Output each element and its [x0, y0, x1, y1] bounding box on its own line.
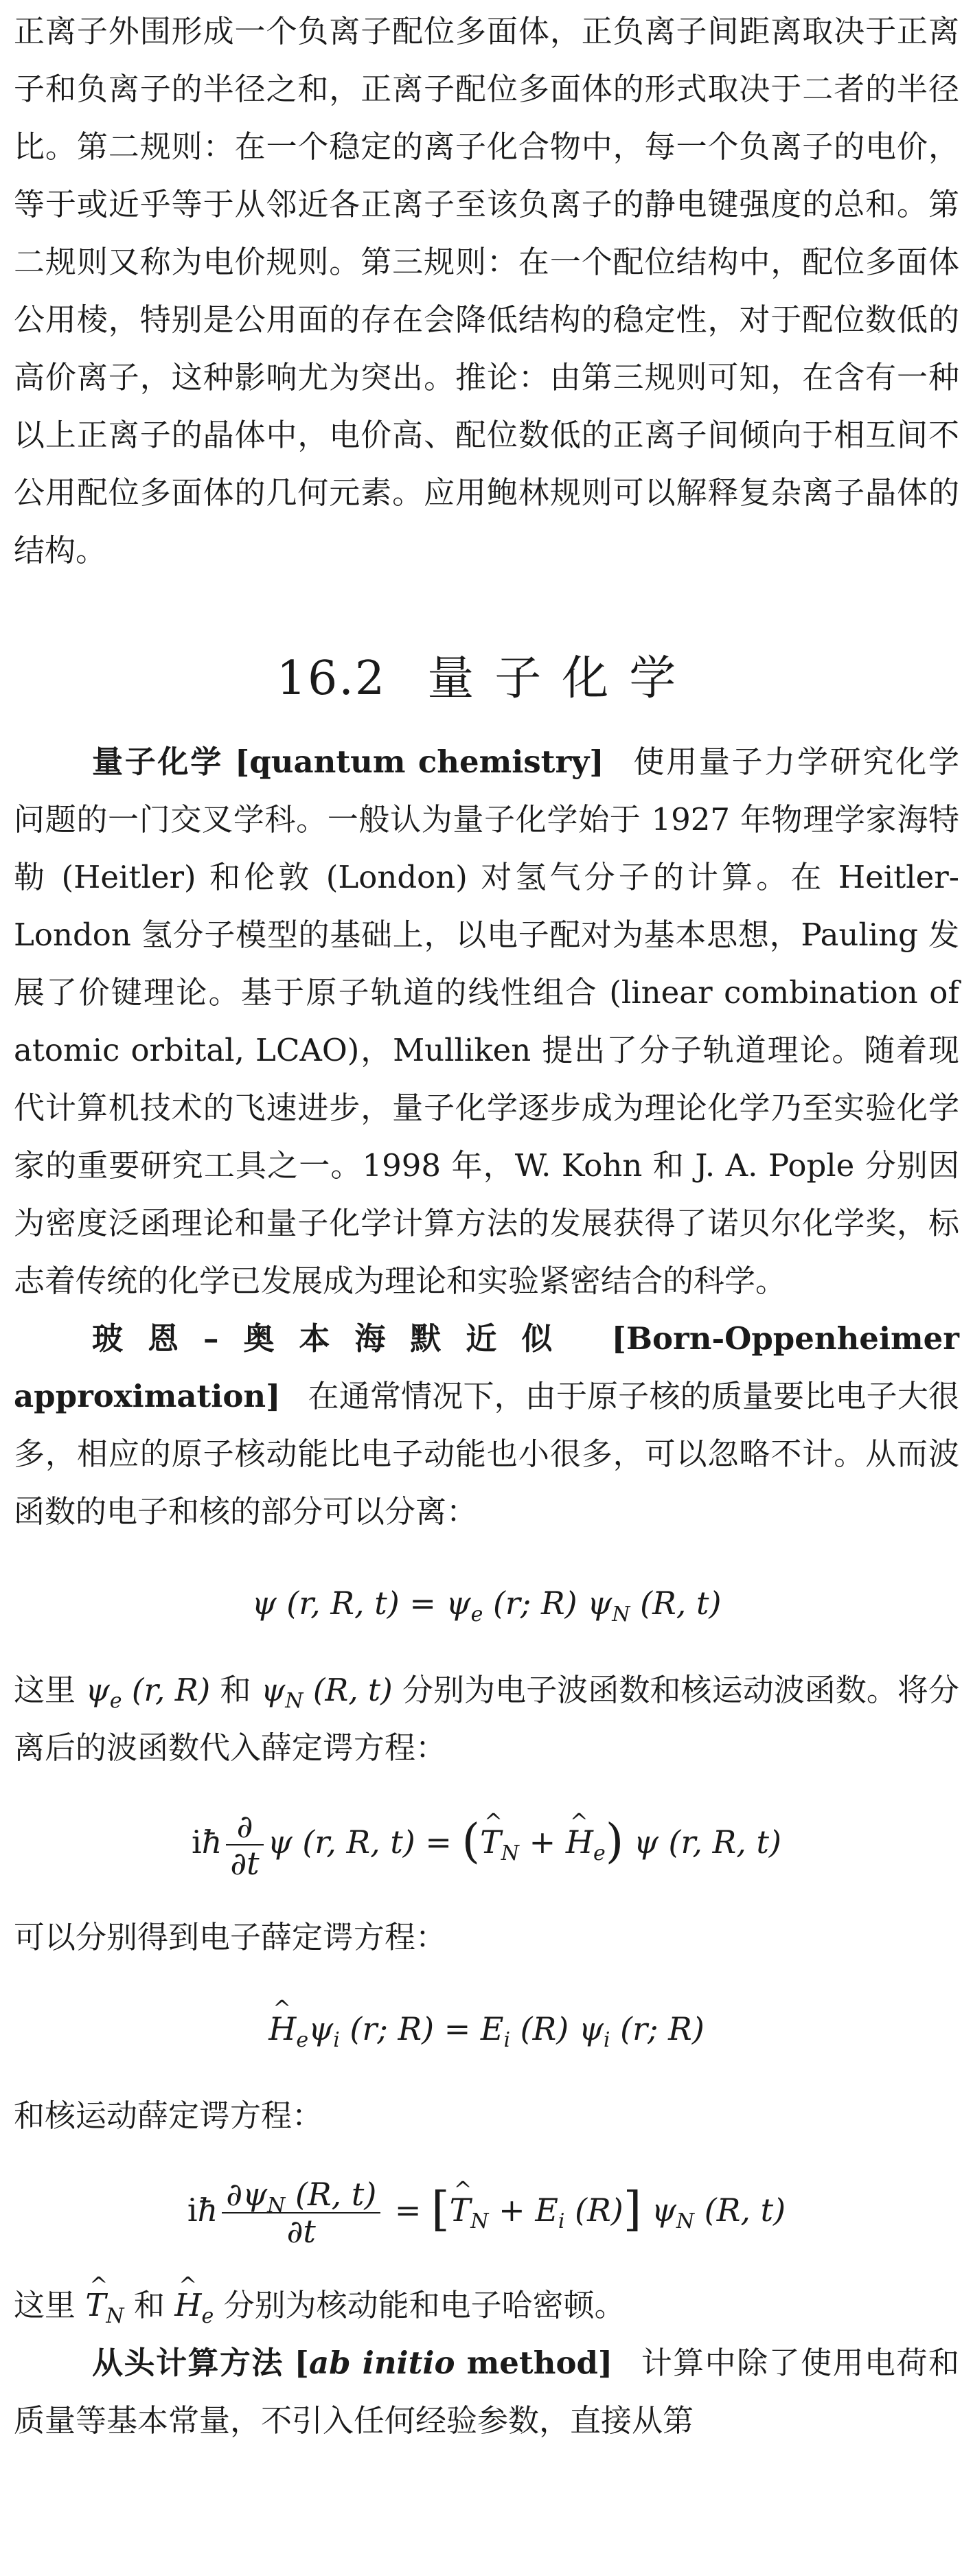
entry-text: 计算中除了使用电荷和质量等基本常量，不引入任何经验参数，直接从第: [14, 2345, 959, 2439]
section-title: 量子化学: [427, 652, 697, 706]
entry-english: [ab initio method]: [294, 2345, 613, 2381]
equation-nuclear-schrodinger: iħ $\frac{\partial\psi_N (R, t)}{\partial t}$ = [^ $T_N + E_i$ (R)] $\psi_N$ (R, t): [14, 2176, 959, 2249]
nuclear-equation-intro: 和核运动薛定谔方程：: [14, 2097, 323, 2134]
intro-paragraph: 正离子外围形成一个负离子配位多面体，正负离子间距离取决于正离子和负离子的半径之和，正离子配位多面体的形式取决于二者的半径比。第二规则：在一个稳定的离子化合物中，每一个负离子的电价，等于或近乎等于从邻近各正离子至该负离子的静电键强度的总和。第二规则又称为电价规则。第三规则：在一个配位结构中，配位多面体公用棱，特别是公用面的存在会降低结构的稳定性，对于配位数低的高价离子，这种影响尤为突出。推论：由第三规则可知，在含有一种以上正离子的晶体中，电价高、配位数低的正离子间倾向于相互间不公用配位多面体的几何元素。应用鲍林规则可以解释复杂离子晶体的结构。: [14, 13, 959, 568]
section-heading: [14, 648, 959, 710]
entry-english: [quantum chemistry]: [235, 744, 604, 780]
entry-born-oppenheimer: [14, 1310, 959, 1541]
equation-schrodinger: iħ $\frac{\partial}{\partial t}$ ψ (r, R, t) = (^ $T_N$ + ^ $H_e$) ψ (r, R, t): [14, 1808, 959, 1881]
equation-wavefunction-separation: ψ (r, R, $t) = \psi_e$ (r; R) $\psi_N$ (R, t): [251, 1585, 722, 1626]
entry-term: 量子化学: [92, 744, 223, 780]
hamiltonian-paragraph: 这里 ^ $T_N$ 和 ^ $H_e$ 分别为核动能和电子哈密顿。: [14, 2277, 959, 2334]
entry-quantum-chemistry: [14, 733, 959, 1310]
section-number: 16.2: [276, 652, 387, 706]
electron-equation-intro: 可以分别得到电子薛定谔方程：: [14, 1919, 447, 1955]
entry-ab-initio: [14, 2334, 959, 2450]
entry-term: 从头计算方法: [92, 2345, 284, 2381]
entry-term: 玻恩–奥本海默近似: [92, 1320, 577, 1357]
equation-electron-schrodinger: ^ $H_e\psi_i$ (r; $R) = E_i$ (R) $\psi_i$ (r; R): [14, 1998, 959, 2060]
entry-english: [Born-Oppenheimer approximation]: [14, 1320, 959, 1414]
entry-text: 在通常情况下，由于原子核的质量要比电子大很多，相应的原子核动能比电子动能也小很多，可以忽略不计。从而波函数的电子和核的部分可以分离：: [14, 1378, 959, 1530]
wavefunction-paragraph: 这里 $\psi_e$ (r, R) 和 $\psi_N$ (R, t) 分别为电子波函数和核运动波函数。将分离后的波函数代入薛定谔方程：: [14, 1672, 959, 1766]
entry-text: 使用量子力学研究化学问题的一门交叉学科。一般认为量子化学始于 1927 年物理学家海特勒 (Heitler) 和伦敦 (London) 对氢气分子的计算。在 Heitler-London 氢分子模型的基础上，以电子配对为基本思想，Pauling 发展了价键理论。基于原子轨道的线性组合 (linear combination of atomic orbital, LCAO)，Mulliken 提出了分子轨道理论。随着现代计算机技术的飞速进步，量子化学逐步成为理论化学乃至实验化学家的重要研究工具之一。1998 年，W. Kohn 和 J. A. Pople 分别因为密度泛函理论和量子化学计算方法的发展获得了诺贝尔化学奖，标志着传统的化学已发展成为理论和实验紧密结合的科学。: [14, 744, 959, 1299]
